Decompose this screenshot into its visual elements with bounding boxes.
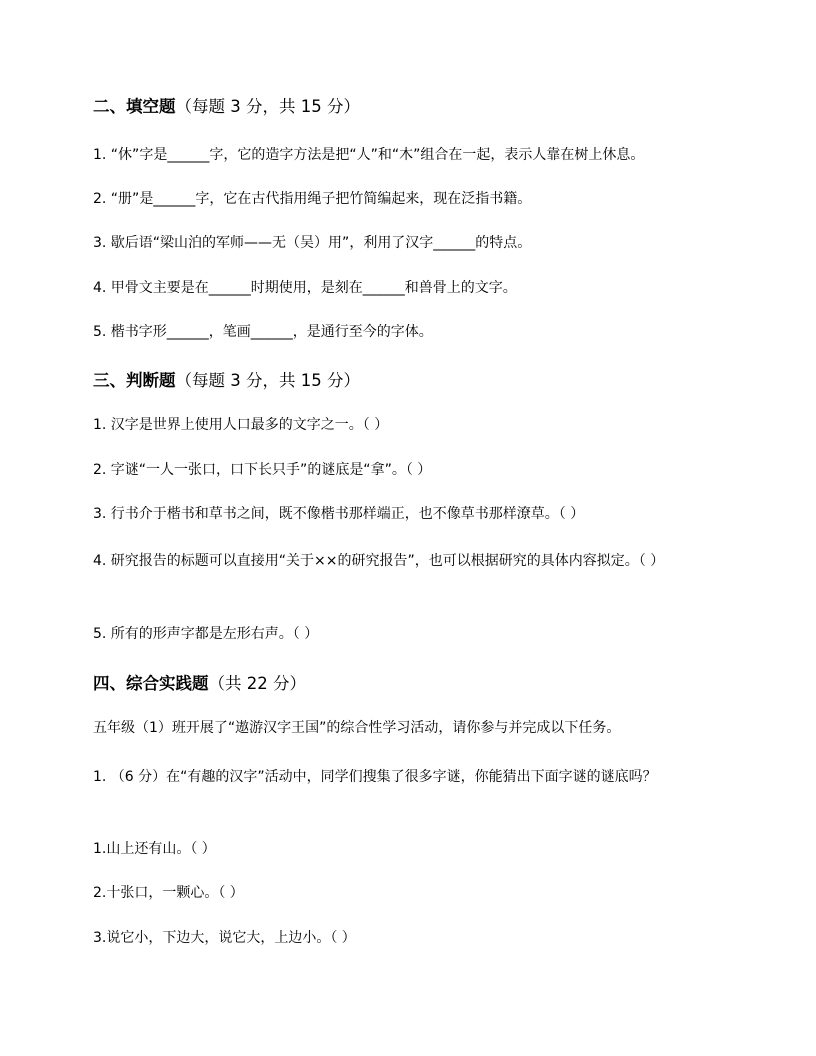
section-title: 二、填空题 (93, 97, 176, 116)
riddle-item: 1.山上还有山。（ ） (93, 841, 216, 857)
question-item: 5. 所有的形声字都是左形右声。（ ） (93, 626, 319, 642)
riddle-item: 2.十张口，一颗心。（ ） (93, 885, 244, 901)
section-score: （共 22 分） (208, 674, 306, 693)
question-item: 3. 歇后语“梁山泊的军师——无（吴）用”，利用了汉字______的特点。 (93, 235, 532, 251)
question-item: 1. “休”字是______字，它的造字方法是把“人”和“木”组合在一起，表示人靠在树上休息。 (93, 147, 645, 163)
section-intro: 五年级（1）班开展了“遨游汉字王国”的综合性学习活动，请你参与并完成以下任务。 (93, 720, 621, 736)
section-heading-judgement (93, 367, 360, 391)
question-item: 4. 研究报告的标题可以直接用“关于××的研究报告”，也可以根据研究的具体内容拟定。（ ） (93, 553, 665, 569)
riddle-item: 3.说它小，下边大，说它大，上边小。（ ） (93, 930, 356, 946)
section-heading-practice (93, 670, 306, 694)
question-item: 1. 汉字是世界上使用人口最多的文字之一。（ ） (93, 417, 389, 433)
section-title: 三、判断题 (93, 371, 176, 390)
section-title: 四、综合实践题 (93, 674, 209, 693)
question-item: 3. 行书介于楷书和草书之间，既不像楷书那样端正，也不像草书那样潦草。（ ） (93, 506, 585, 522)
question-item: 5. 楷书字形______，笔画______，是通行至今的字体。 (93, 324, 433, 340)
section-heading-fill-blank (93, 93, 360, 117)
section-score: （每题 3 分，共 15 分） (175, 371, 360, 390)
question-item: 4. 甲骨文主要是在______时期使用，是刻在______和兽骨上的文字。 (93, 280, 517, 296)
question-item: 2. “册”是______字，它在古代指用绳子把竹简编起来，现在泛指书籍。 (93, 191, 532, 207)
question-item: 1. （6 分）在“有趣的汉字”活动中，同学们搜集了很多字谜，你能猜出下面字谜的谜底吗？ (93, 769, 657, 785)
section-score: （每题 3 分，共 15 分） (175, 97, 360, 116)
question-item: 2. 字谜“一人一张口，口下长只手”的谜底是“拿”。（ ） (93, 462, 432, 478)
